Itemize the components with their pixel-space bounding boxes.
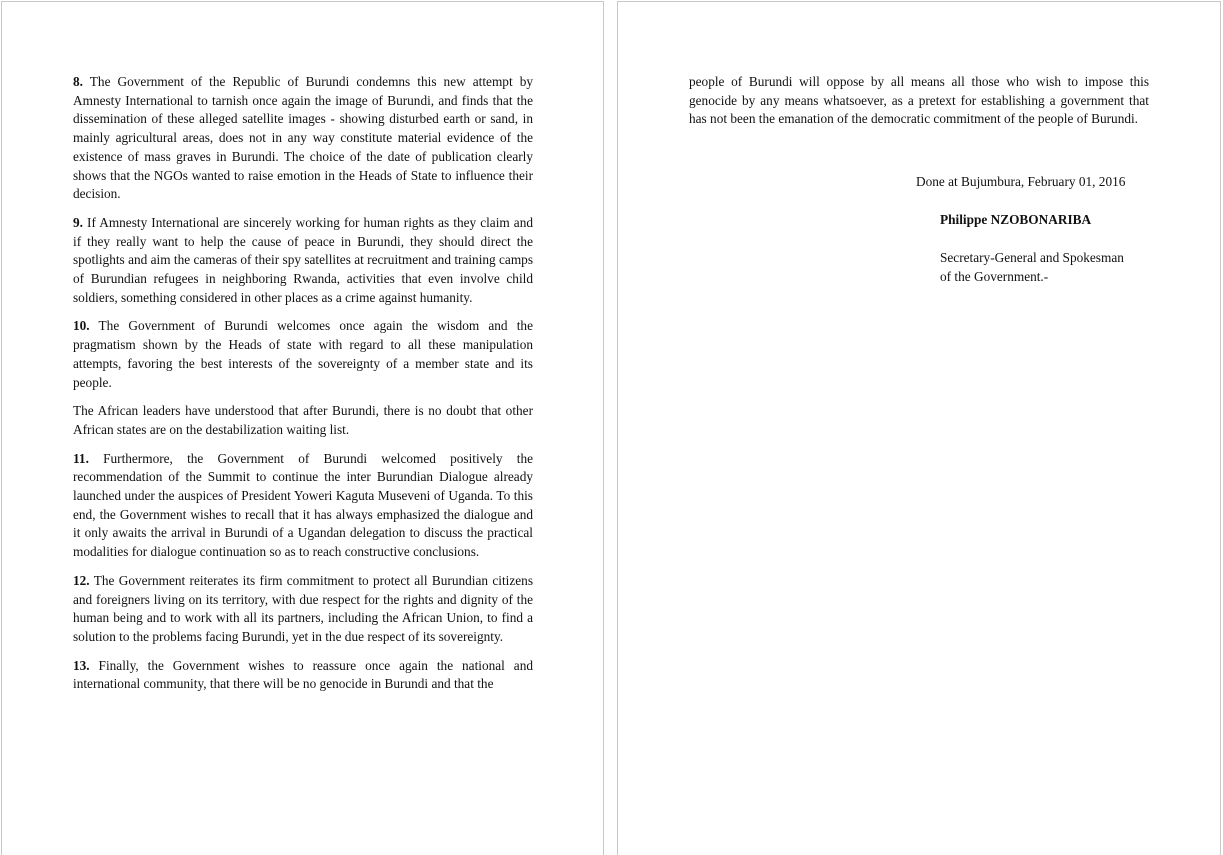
paragraph-number: 13. [73, 657, 90, 673]
paragraph-11 [73, 450, 533, 562]
signatory-name: Philippe NZOBONARIBA [940, 212, 1092, 227]
paragraph-number: 11. [73, 450, 89, 466]
paragraph-number: 8. [73, 74, 83, 89]
paragraph-number: 9. [73, 214, 83, 230]
paragraph-text: The African leaders have understood that after Burundi, there is no doubt that other African states are on the destabilization waiting list. [73, 403, 533, 437]
signatory-title-line-2: of the Government.- [940, 268, 1049, 284]
document-page-1 [1, 1, 604, 855]
paragraph-text: The Government reiterates its firm commitment to protect all Burundian citizens and foreigners living on its territory, with due respect for the rights and dignity of the human being and to work with all its partners, including the African Union, to find a solution to the problems facing Burundi, yet in the due respect of its sovereignty. [73, 572, 533, 644]
paragraph-8 [73, 73, 533, 204]
signatory-title-line-1: Secretary-General and Spokesman [940, 250, 1124, 265]
paragraph-13 [73, 657, 533, 694]
signatory-title [940, 249, 1124, 286]
paragraph-10-continued [73, 402, 533, 439]
paragraph-text: If Amnesty International are sincerely working for human rights as they claim and if they really want to help the cause of peace in Burundi, they should direct the spotlights and aim the cameras of their spy satellites at recruitment and training camps of Burundian refugees in neighboring Rwanda, activities that even involve child soldiers, something considered in other places as a crime against humanity. [73, 214, 533, 305]
paragraph-9 [73, 214, 533, 308]
signature-place-date: Done at Bujumbura, February 01, 2016 [916, 174, 1126, 189]
paragraph-text: The Government of the Republic of Burundi condemns this new attempt by Amnesty International to tarnish once again the image of Burundi, and finds that the dissemination of these alleged satellite images - showing disturbed earth or sand, in mainly agricultural areas, does not in any way constitute material evidence of the existence of mass graves in Burundi. The choice of the date of publication clearly shows that the NGOs wanted to raise emotion in the Heads of State to influence their decision. [73, 74, 533, 202]
paragraph-10 [73, 317, 533, 392]
paragraph-12 [73, 572, 533, 647]
paragraph-text: Finally, the Government wishes to reassure once again the national and international community, that there will be no genocide in Burundi and that the [73, 657, 533, 692]
paragraph-13-continued [689, 73, 1149, 129]
paragraph-number: 10. [73, 318, 90, 334]
paragraph-number: 12. [73, 572, 90, 588]
paragraph-text: Furthermore, the Government of Burundi welcomed positively the recommendation of the Summit to continue the inter Burundian Dialogue already launched under the auspices of President Yoweri Kaguta Museveni of Uganda. To this end, the Government wishes to recall that it has always emphasized the dialogue and it only awaits the arrival in Burundi of a Ugandan delegation to discuss the practical modalities for dialogue continuation so as to reach constructive conclusions. [73, 450, 533, 560]
paragraph-text: The Government of Burundi welcomes once again the wisdom and the pragmatism shown by the Heads of state with regard to all these manipulation attempts, favoring the best interests of the sovereignty of a member state and its people. [73, 318, 533, 390]
paragraph-text: people of Burundi will oppose by all means all those who wish to impose this genocide by any means whatsoever, as a pretext for establishing a government that has not been the emanation of the democratic commitment of the people of Burundi. [689, 74, 1149, 127]
document-page-2 [617, 1, 1221, 855]
page-2-body [689, 73, 1149, 139]
page-1-body [73, 73, 533, 704]
